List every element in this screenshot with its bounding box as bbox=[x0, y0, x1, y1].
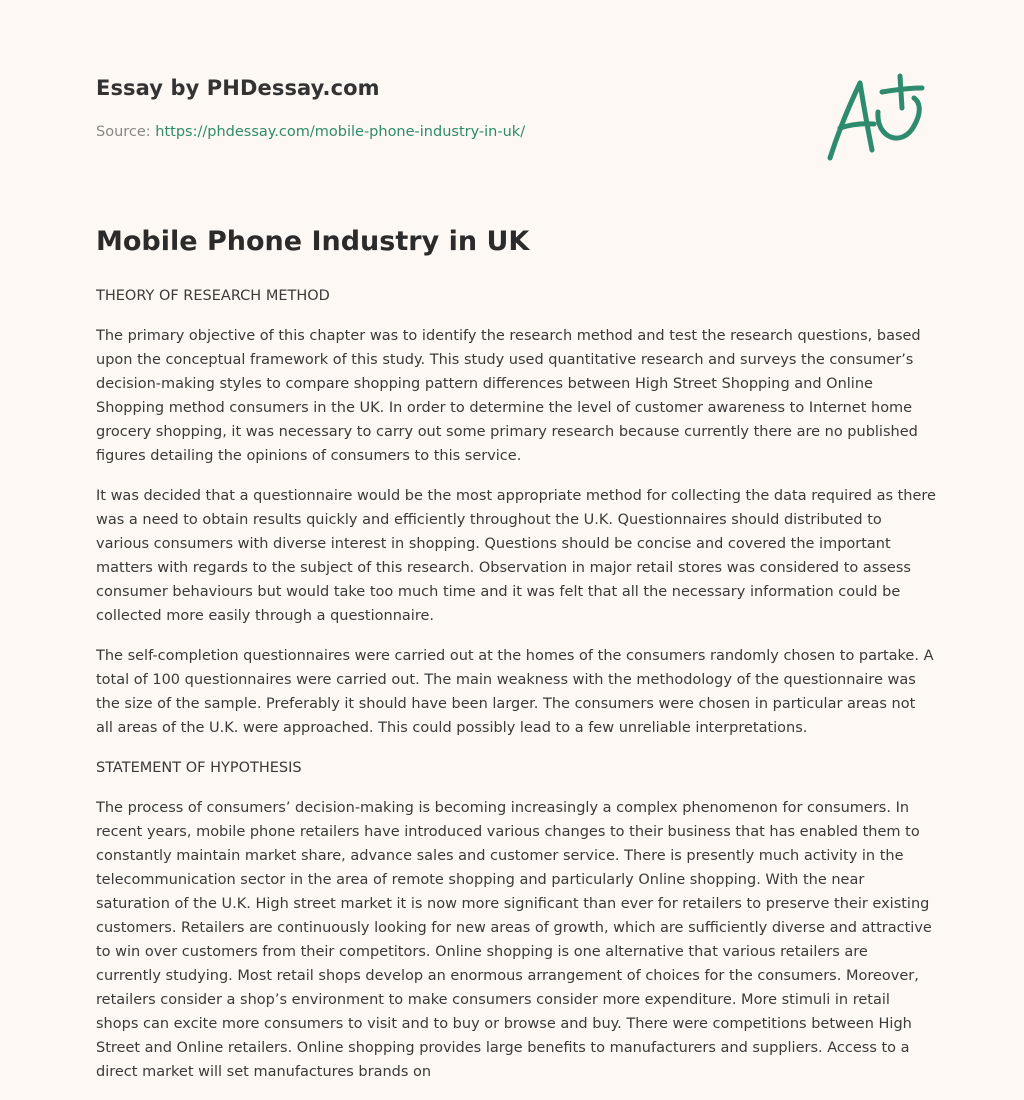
essay-body bbox=[96, 284, 936, 1100]
essay-paragraph: It was decided that a questionnaire would be the most appropriate method for collecting the data required as there was a need to obtain results quickly and efficiently throughout the U.K. Questionnaires should distributed to various consumers with diverse interest in shopping. Questions should be concise and covered the important matters with regards to the subject of this research. Observation in major retail stores was considered to assess consumer behaviours but would take too much time and it was felt that all the necessary information could be collected more easily through a questionnaire. bbox=[96, 488, 936, 624]
essay-paragraph: The primary objective of this chapter was to identify the research method and test the research questions, based upon the conceptual framework of this study. This study used quantitative research and surveys the consumer’s decision-making styles to compare shopping pattern differences between High Street Shopping and Online Shopping method consumers in the UK. In order to determine the level of customer awareness to Internet home grocery shopping, it was necessary to carry out some primary research because currently there are no published figures detailing the opinions of consumers to this service. bbox=[96, 328, 921, 464]
source-label: Source: bbox=[96, 124, 151, 140]
essay-paragraph: The self-completion questionnaires were carried out at the homes of the consumers randomly chosen to partake. A total of 100 questionnaires were carried out. The main weakness with the methodology of the questionnaire was the size of the sample. Preferably it should have been larger. The consumers were chosen in particular areas not all areas of the U.K. were approached. This could possibly lead to a few unreliable interpretations. bbox=[96, 648, 934, 736]
essay-title: Mobile Phone Industry in UK bbox=[96, 226, 530, 257]
section-heading-hypothesis: STATEMENT OF HYPOTHESIS bbox=[96, 760, 302, 776]
essay-paragraph: The process of consumers’ decision-making is becoming increasingly a complex phenomenon for consumers. In recent years, mobile phone retailers have introduced various changes to their business that has enabled them to constantly maintain market share, advance sales and customer service. There is presently much activity in the telecommunication sector in the area of remote shopping and particularly Online shopping. With the near saturation of the U.K. High street market it is now more significant than ever for retailers to preserve their existing customers. Retailers are continuously looking for new areas of growth, which are sufficiently diverse and attractive to win over customers from their competitors. Online shopping is one alternative that various retailers are currently studying. Most retail shops develop an enormous arrangement of choices for the consumers. Moreover, retailers consider a shop’s environment to make consumers consider more expenditure. More stimuli in retail shops can excite more consumers to visit and to buy or browse and buy. There were competitions between High Street and Online retailers. Online shopping provides large benefits to manufacturers and suppliers. Access to a direct market will set manufactures brands on bbox=[96, 800, 932, 1080]
a-plus-grade-icon bbox=[818, 68, 930, 168]
section-heading-research-method: THEORY OF RESEARCH METHOD bbox=[96, 288, 330, 304]
site-brand: Essay by PHDessay.com bbox=[96, 76, 380, 100]
source-link[interactable]: https://phdessay.com/mobile-phone-industry-in-uk/ bbox=[155, 124, 526, 140]
source-line bbox=[96, 124, 525, 140]
